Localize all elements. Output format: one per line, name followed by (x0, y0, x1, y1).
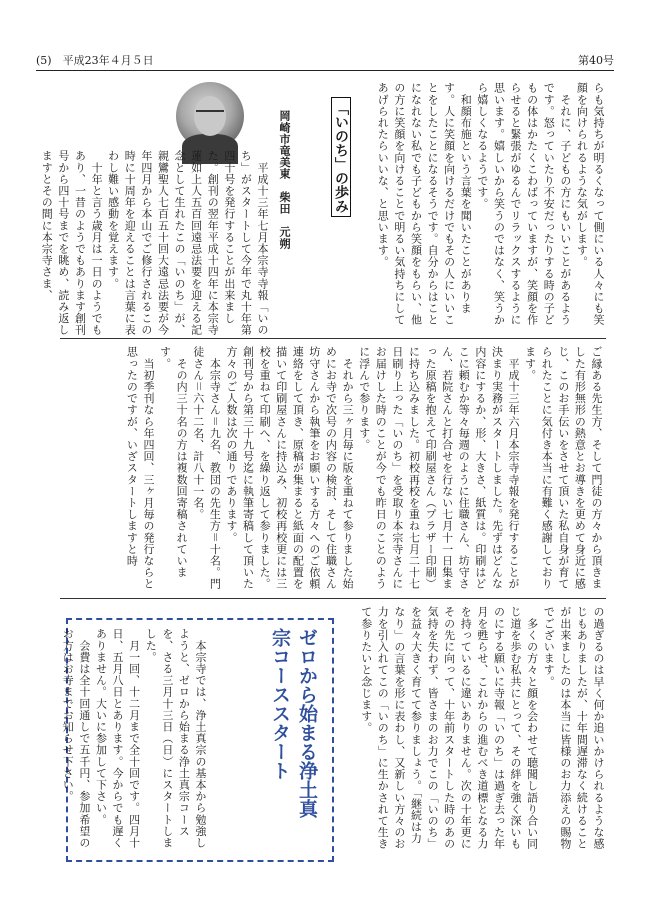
article-body-lower: の過ぎるのは早く何か追いかけられるような感じもありましたが、十年間遅滞なく続けることが出来ましたのは本当に皆様のお力添えの賜物でございます。 多くの方々と顔を会わせて聴聞し語り合い同じ道を歩む私共にとって、その絆を強く深いものにする願いに寺報「いのち」は過ぎ去った年月を甦らせ、これからの進むべき道標となる力を持っているに違いありません。次の十年更にその先に向って、十年前スタートした時のあの気持を失わず、皆さまのお力でこの「いのち」を益々大きく育てて参りましょう。「継続は力なり」の言葉を形に表わし、又新しい方々のお力を引入れてこの「いのち」に生かされて生きて参りたいと念じます。 (359, 606, 605, 850)
course-announcement-text: 本宗寺では、浄土真宗の基本から勉強しようと、ゼロから始まる浄土真宗コースを、さる三月十三日（日）にスタートしました。 月一回、十二月まで全十回です。四月十日、五月八日とあります。今からでも遅くありません。大いに参加して下さい。 会費は全十回通しで五千円、参加希望のお方はお寺までお知らせ下さい。 (61, 628, 207, 849)
article-title-text: 「いのち」の歩み (331, 97, 351, 217)
section-divider-1 (60, 338, 606, 339)
issue-number: 第40号 (578, 54, 614, 67)
author-photo (176, 82, 244, 150)
author-byline: 岡崎市竜美東 柴田 元朔 (278, 110, 291, 250)
issue-date: (5) 平成23年４月５日 (36, 54, 154, 67)
article-continued-text: らも気持ちが明るくなって側にいる人々にも笑顔を向けられるような気がします。 それに、子どもの方にもいいことがあるようです。怒っていたり不安だったりする時の子どもの体はかたくこわばっていますが、笑顔を作らせると緊張がゆるんでリラックスするように思います。嬉しいから笑うのではなく、笑うから嬉しくなるようです。 和顔布施という言葉を聞いたことがあります。人に笑顔を向けるだけでもその人にいいことをしたことになるそうです。自分からはことになれない私でも子どもから笑顔をもらい、他の方に笑顔を向けることで明るい気持ちにしてあげられたらいいな、と思います。 (376, 82, 605, 326)
author-photo-glasses (196, 110, 224, 118)
article-title (307, 97, 351, 267)
header-rule (36, 70, 614, 71)
section-divider-2 (60, 598, 606, 599)
course-announcement-headline: ゼロから始まる浄土真宗コーススタート (269, 628, 318, 818)
article-body-middle: ご縁ある先生方、そして門徒の方々から頂きました有形無形の熱意とお導きを更めて身近に感じ、このお手伝いをさせて頂いた私自身が育てられたことに気付き本当に有難く感謝しております。 平成十三年六月本宗寺寺報を発行することが決まり実務がスタートしました。先ずはどんな内容にするか、形、大きさ、紙質は。印刷はどこに頼むか等々毎週のように住職さん、坊守さん、若院さんと打合せを行ない七月十一日集まった原稿を抱えて印刷屋さん（プラザー印刷）に持ち込みました。初校再校を重ね七月二十七日刷り上った「いのち」を受取り本宗寺さんにお届けした時のことが今でも昨日のことのように浮んで参ります。 それから三ヶ月毎に版を重ねて参りました始めにお寺で次号の内容の検討、そして住職さん坊守さんから執筆をお願いする方々へのご依頼連絡をして頂き、原稿が集まると紙面の配置を描いて印刷屋さんに持込み、初校再校更には三校を重ねて印刷へ、を繰り返して参りました。創刊号から第三十九号迄に執筆寄稿して頂いた方々のご人数は次の通りであります。 本宗寺さん＝九名、教団の先生方＝十名。門徒さん＝六十二名、計八十一名。 その内三十名の方は複数回寄稿されています。 当初季刊なら年四回、三ヶ月毎の発行ならと思ったのですが、いざスタートしますと時 (125, 346, 603, 590)
page-header (36, 52, 614, 70)
article-body-upper: 平成十三年七月本宗寺寺報「いのち」がスタートして今年で丸十年第四十号を発行することが出来ました。創刊の翌年平成十四年に本宗寺蓮如上人五百回遠忌法要を迎える記念として生れたこの「いのち」が、親鸞聖人七百五十回大遠忌法要が今年四月から本山でご修行されるこの時に十周年を迎えることは言葉に表わし難い感動を覚えます。 十年と言う歳月は一日のようでもあり、一昔のようでもあります創刊号から四十号までを眺め、読み返しますとその間に本宗寺さま、 (40, 150, 269, 336)
